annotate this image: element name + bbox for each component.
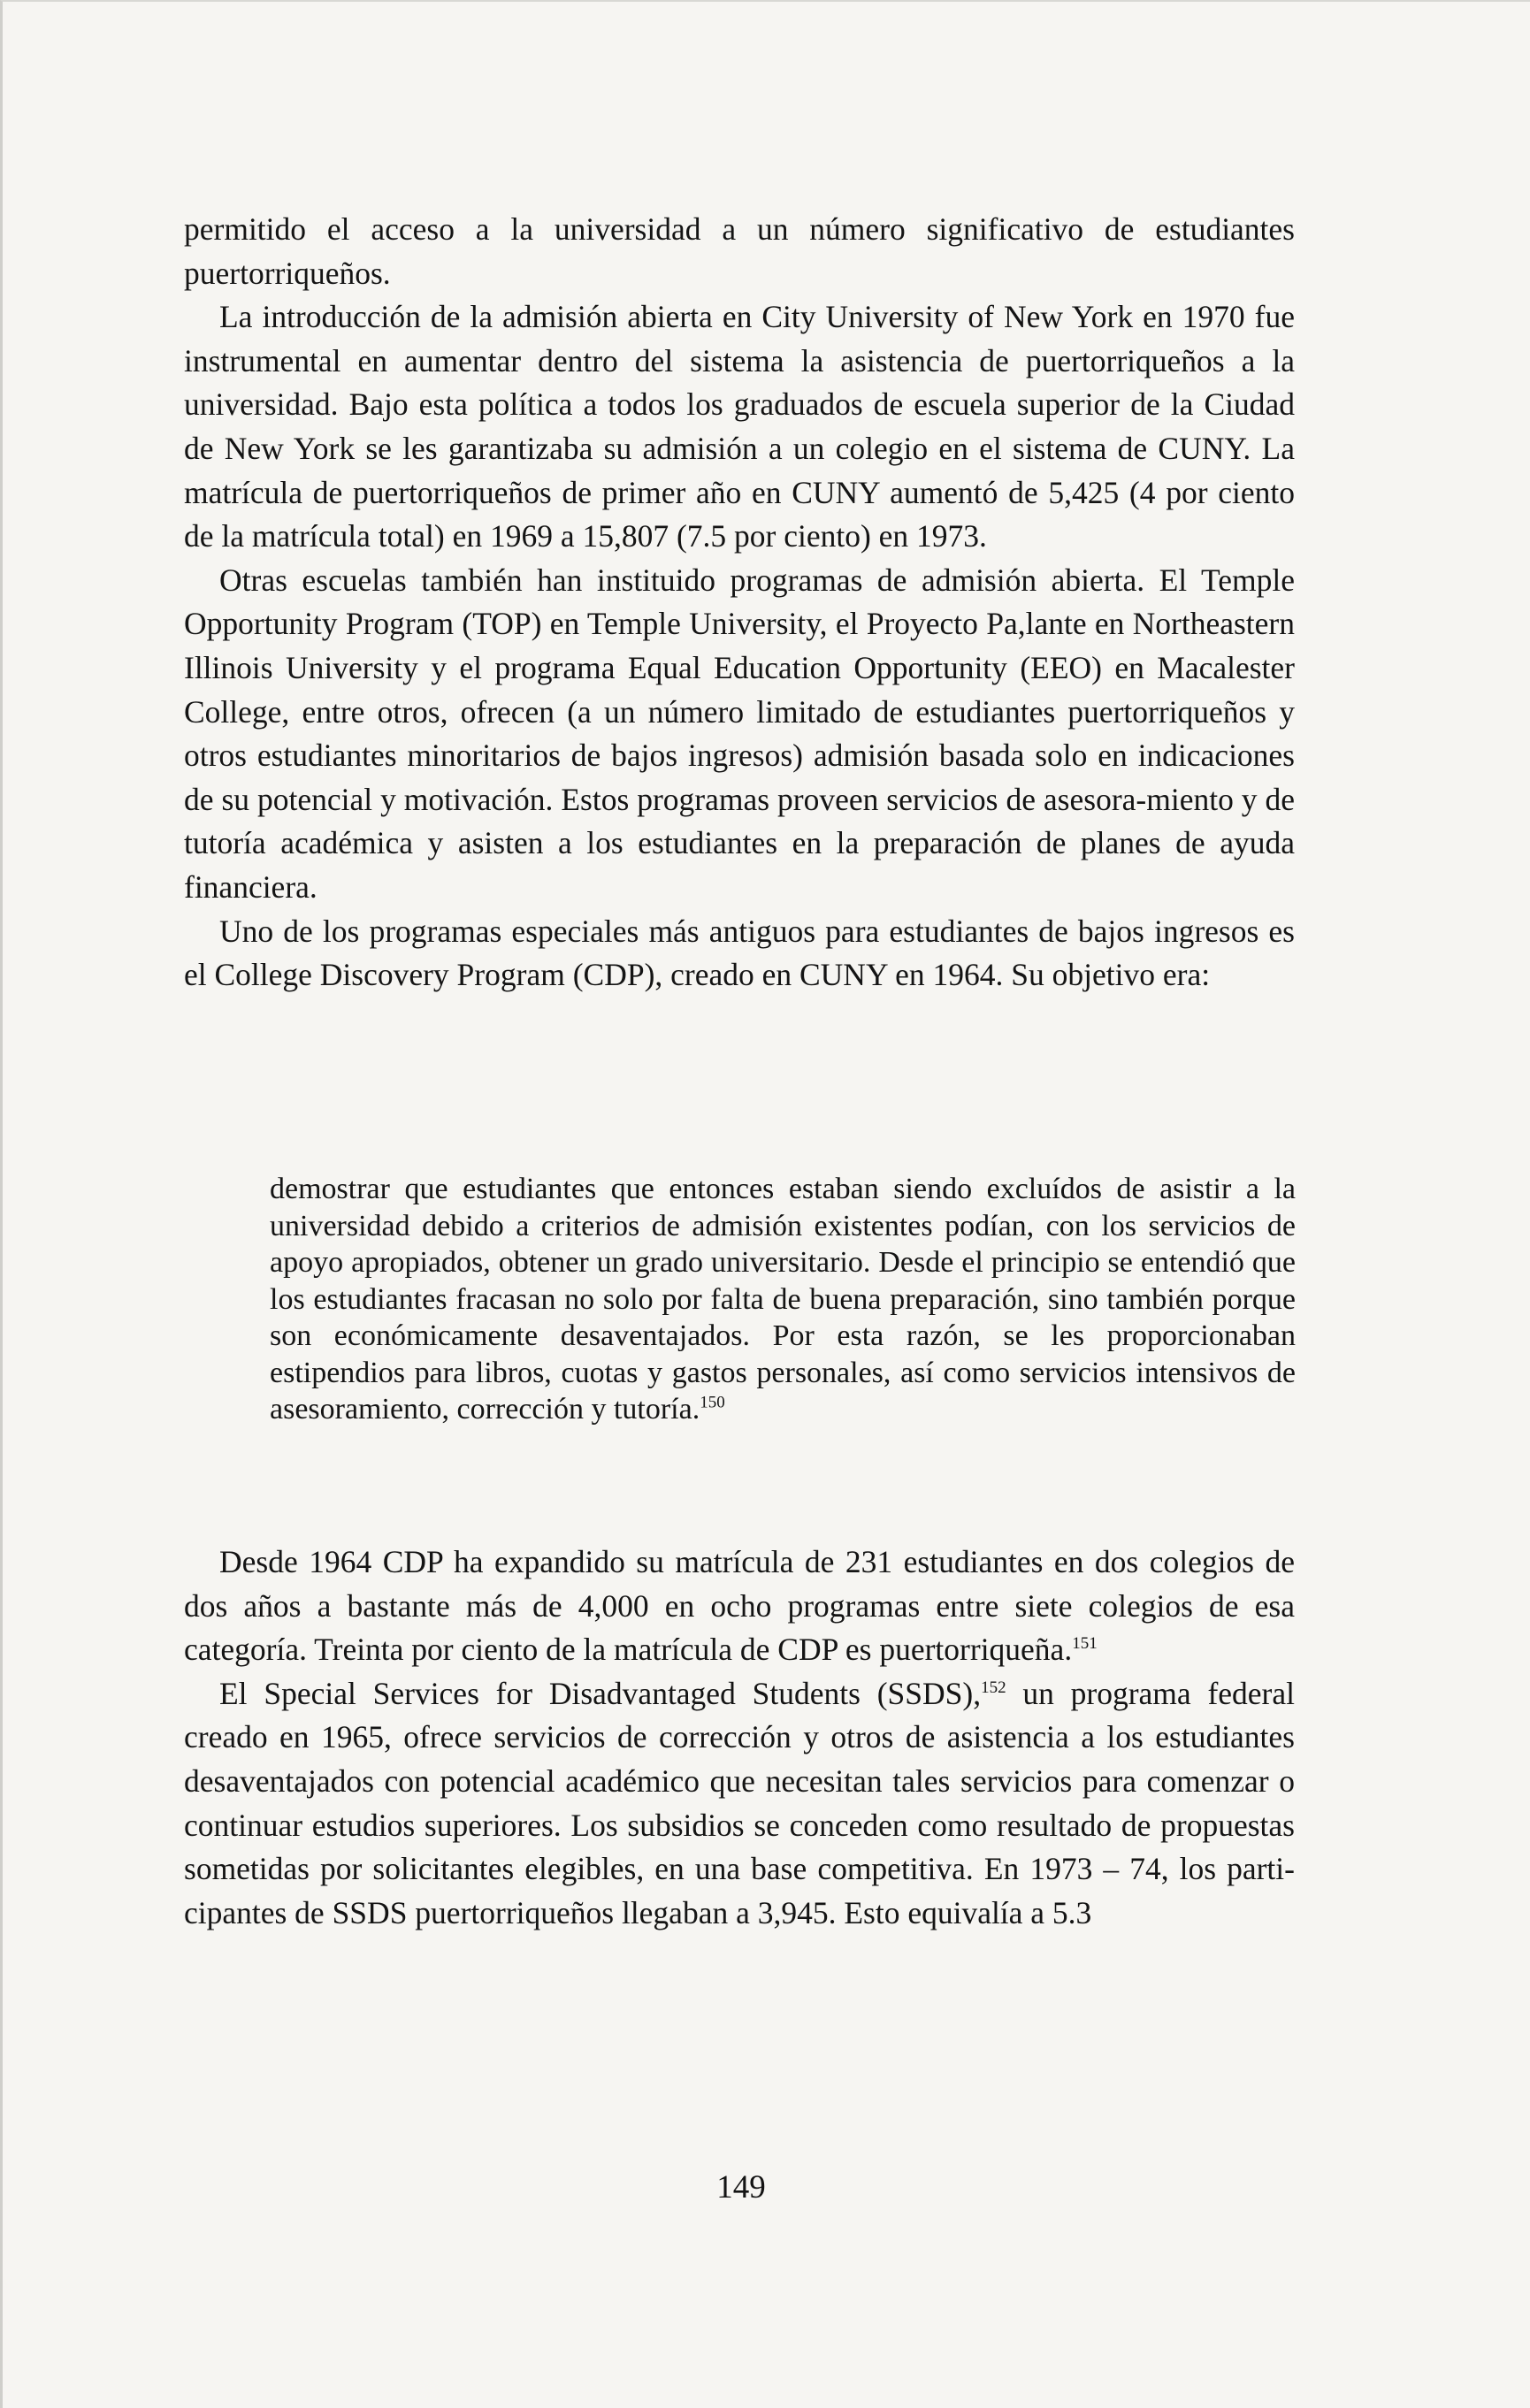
paragraph bbox=[184, 1540, 1295, 1672]
page-number: 149 bbox=[716, 2169, 766, 2205]
paragraph: permitido el acceso a la universidad a un número significativo de estudiantes puertorriqueños. bbox=[184, 211, 1295, 291]
footnote-ref: 152 bbox=[981, 1678, 1006, 1697]
body-text-bottom bbox=[184, 1540, 1295, 1935]
footnote-ref: 150 bbox=[700, 1393, 725, 1412]
paragraph: Otras escuelas también han instituido programas de admisión abierta. El Temple Opportunity Program (TOP) en Temple University, el Proyecto Pa,lante en Northeastern Illinois University y el programa Equal Education Opportunity (EEO) en Macalester College, entre otros, ofrecen (a un número limitado de estudiantes puertorriqueños y otros estudiantes minoritarios de bajos ingresos) admisión basada solo en indicaciones de su potencial y motivación. Estos programas proveen servicios de asesora-miento y de tutoría académica y asisten a los estudiantes en la preparación de planes de ayuda financiera. bbox=[184, 562, 1295, 905]
body-text-top bbox=[184, 208, 1295, 998]
paragraph: La introducción de la admisión abierta en City University of New York en 1970 fue instrumental en aumentar dentro del sistema la asistencia de puertorriqueños a la universidad. Bajo esta política a todos los graduados de escuela superior de la Ciudad de New York se les garantizaba su admisión a un colegio en el sistema de CUNY. La matrícula de puertorriqueños de primer año en CUNY aumentó de 5,425 (4 por ciento de la matrícula total) en 1969 a 15,807 (7.5 por ciento) en 1973. bbox=[184, 299, 1295, 554]
paragraph-text: Desde 1964 CDP ha expandido su matrícula de 231 estudiantes en dos colegios de dos años a bastante más de 4,000 en ocho programas entre siete colegios de esa categoría. Treinta por ciento de la matrícula de CDP es puertorriqueña. bbox=[184, 1544, 1295, 1668]
paragraph bbox=[184, 1672, 1295, 1936]
footnote-ref: 151 bbox=[1072, 1634, 1098, 1654]
paragraph-text: un programa federal creado en 1965, ofrece servicios de corrección y otros de asistencia a los estudiantes desaventajados con potencial académico que necesitan tales servicios para comenzar o continuar estudios superiores. Los subsidios se conceden como resultado de propuestas sometidas por solicitantes elegibles, en una base competitiva. En 1973 – 74, los parti-cipantes de SSDS puertorriqueños llegaban a 3,945. Esto equivalía a 5.3 bbox=[184, 1675, 1295, 1930]
quote-text: demostrar que estudiantes que entonces estaban siendo excluídos de asistir a la universidad debido a criterios de admisión existentes podían, con los servicios de apoyo apropiados, obtener un grado universitario. Desde el principio se entendió que los estudiantes fracasan no solo por falta de buena preparación, sino también porque son económicamente desaventajados. Por esta razón, se les proporcionaban estipendios para libros, cuotas y gastos personales, así como servicios intensivos de asesoramiento, corrección y tutoría. bbox=[270, 1173, 1296, 1426]
paragraph-text: El Special Services for Disadvantaged Students (SSDS), bbox=[219, 1675, 982, 1711]
quote-paragraph bbox=[270, 1171, 1296, 1428]
paragraph: Uno de los programas especiales más antiguos para estudiantes de bajos ingresos es el College Discovery Program (CDP), creado en CUNY en 1964. Su objetivo era: bbox=[184, 913, 1295, 993]
block-quote bbox=[270, 1171, 1296, 1428]
